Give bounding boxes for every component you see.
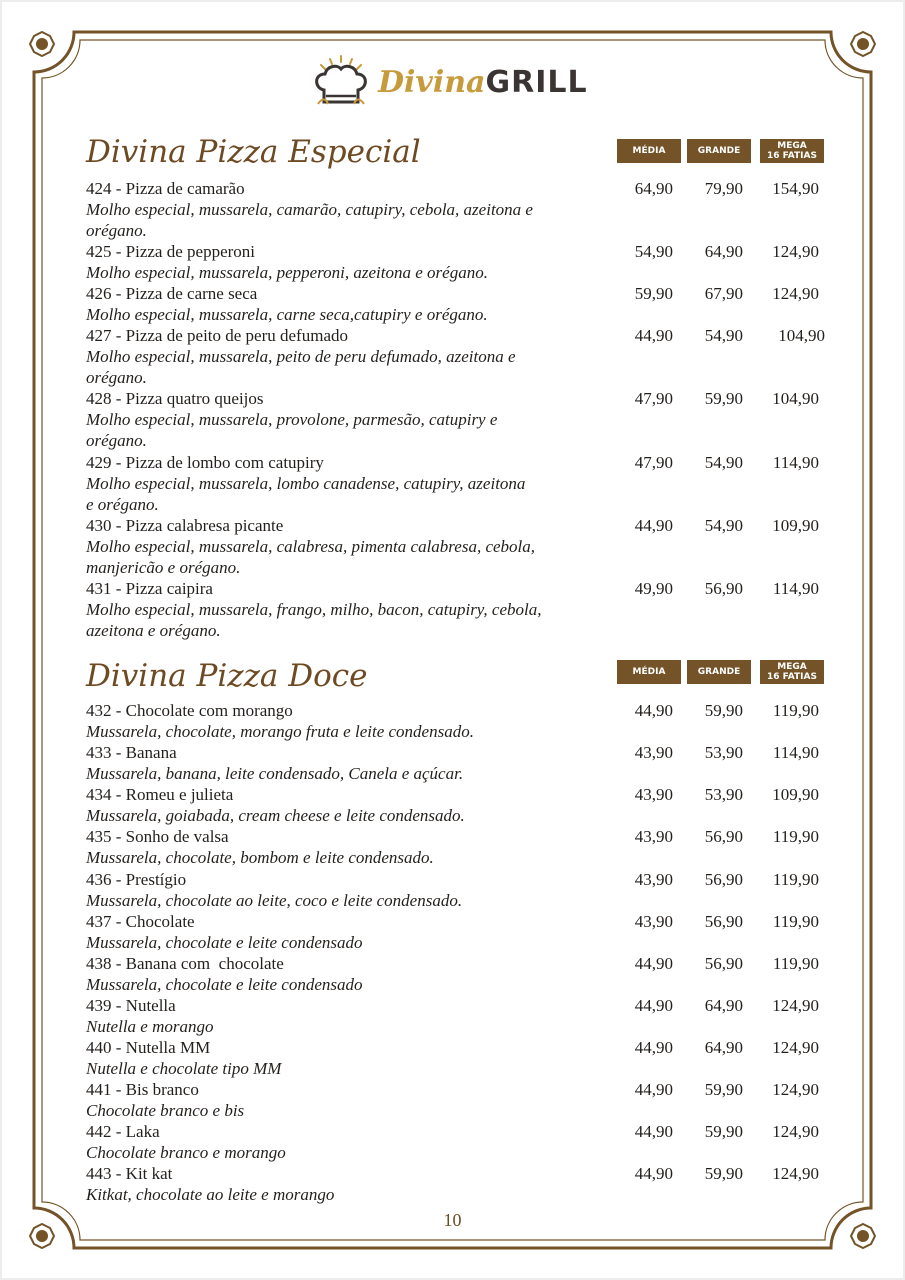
menu-page bbox=[2, 2, 903, 1278]
price-grande: 59,90 bbox=[704, 1080, 743, 1099]
brand-logo bbox=[310, 54, 610, 112]
price-media: 64,90 bbox=[634, 179, 673, 198]
item-name: 441 - Bis branco bbox=[86, 1080, 199, 1099]
item-name: 436 - Prestígio bbox=[86, 870, 187, 889]
item-description: Kitkat, chocolate ao leite e morango bbox=[86, 1185, 335, 1204]
item-name: 432 - Chocolate com morango bbox=[86, 701, 293, 720]
price-mega: 124,90 bbox=[772, 242, 819, 261]
item-description: Mussarela, chocolate e leite condensado bbox=[86, 933, 363, 952]
price-mega: 119,90 bbox=[772, 827, 819, 846]
item-description: Mussarela, chocolate, morango fruta e leite condensado. bbox=[86, 722, 474, 741]
menu-item-436 bbox=[86, 869, 846, 911]
item-name: 437 - Chocolate bbox=[86, 912, 195, 931]
item-name: 442 - Laka bbox=[86, 1122, 160, 1141]
size-header-mega-label: MEGA bbox=[777, 141, 807, 151]
menu-item-442 bbox=[86, 1121, 846, 1163]
size-header-grande-label: GRANDE bbox=[697, 146, 741, 156]
corner-ornament-icon bbox=[30, 32, 54, 56]
menu-item-435 bbox=[86, 826, 846, 868]
price-grande: 64,90 bbox=[704, 996, 743, 1015]
size-header-grande-label: GRANDE bbox=[697, 667, 741, 677]
menu-item-428 bbox=[86, 388, 846, 451]
item-name: 431 - Pizza caipira bbox=[86, 579, 213, 598]
item-description: Molho especial, mussarela, camarão, catupiry, cebola, azeitona e orégano. bbox=[86, 200, 533, 240]
price-grande: 54,90 bbox=[704, 516, 743, 535]
size-header-media bbox=[617, 139, 681, 163]
size-header-media bbox=[617, 660, 681, 684]
price-mega: 109,90 bbox=[772, 516, 819, 535]
item-name: 443 - Kit kat bbox=[86, 1164, 173, 1183]
menu-item-439 bbox=[86, 995, 846, 1037]
item-name: 438 - Banana com chocolate bbox=[86, 954, 284, 973]
item-description: Mussarela, chocolate e leite condensado bbox=[86, 975, 363, 994]
price-mega: 109,90 bbox=[772, 785, 819, 804]
price-mega: 104,90 bbox=[778, 326, 825, 345]
price-mega: 124,90 bbox=[772, 1080, 819, 1099]
item-description: Mussarela, chocolate ao leite, coco e leite condensado. bbox=[86, 891, 463, 910]
menu-item-433 bbox=[86, 742, 846, 784]
menu-item-425 bbox=[86, 241, 846, 283]
menu-item-434 bbox=[86, 784, 846, 826]
menu-item-429 bbox=[86, 452, 846, 515]
menu-item-441 bbox=[86, 1079, 846, 1121]
item-name: 428 - Pizza quatro queijos bbox=[86, 389, 264, 408]
price-media: 44,90 bbox=[634, 996, 673, 1015]
price-media: 43,90 bbox=[634, 743, 673, 762]
item-name: 433 - Banana bbox=[86, 743, 177, 762]
brand-name-grill: GRILL bbox=[485, 65, 588, 100]
price-grande: 56,90 bbox=[704, 827, 743, 846]
size-header-grande bbox=[687, 139, 751, 163]
price-grande: 56,90 bbox=[704, 579, 743, 598]
brand-name-divina: Divina bbox=[378, 65, 486, 100]
price-mega: 124,90 bbox=[772, 284, 819, 303]
price-grande: 59,90 bbox=[704, 1122, 743, 1141]
price-mega: 154,90 bbox=[772, 179, 819, 198]
price-grande: 64,90 bbox=[704, 1038, 743, 1057]
item-name: 440 - Nutella MM bbox=[86, 1038, 211, 1057]
menu-item-443 bbox=[86, 1163, 846, 1205]
price-mega: 104,90 bbox=[772, 389, 819, 408]
menu-item-427 bbox=[86, 325, 846, 388]
item-name: 439 - Nutella bbox=[86, 996, 176, 1015]
price-mega: 124,90 bbox=[772, 996, 819, 1015]
size-header-media-label: MÉDIA bbox=[632, 146, 666, 156]
section-title-especial: Divina Pizza Especial bbox=[86, 134, 421, 170]
price-mega: 119,90 bbox=[772, 870, 819, 889]
menu-item-437 bbox=[86, 911, 846, 953]
price-media: 44,90 bbox=[634, 516, 673, 535]
price-media: 44,90 bbox=[634, 1038, 673, 1057]
price-mega: 119,90 bbox=[772, 954, 819, 973]
price-media: 43,90 bbox=[634, 827, 673, 846]
size-header-mega-sublabel: 16 FATIAS bbox=[767, 672, 817, 682]
item-description: Chocolate branco e morango bbox=[86, 1143, 286, 1162]
price-grande: 56,90 bbox=[704, 912, 743, 931]
price-grande: 56,90 bbox=[704, 870, 743, 889]
chef-hat-icon bbox=[310, 54, 372, 112]
price-grande: 53,90 bbox=[704, 785, 743, 804]
price-media: 44,90 bbox=[634, 701, 673, 720]
brand-name bbox=[378, 66, 588, 100]
price-mega: 124,90 bbox=[772, 1122, 819, 1141]
price-media: 43,90 bbox=[634, 870, 673, 889]
price-grande: 54,90 bbox=[704, 326, 743, 345]
price-media: 43,90 bbox=[634, 912, 673, 931]
page-number: 10 bbox=[443, 1210, 462, 1230]
price-media: 44,90 bbox=[634, 1080, 673, 1099]
item-description: Molho especial, mussarela, peito de peru defumado, azeitona e orégano. bbox=[86, 347, 516, 387]
price-media: 43,90 bbox=[634, 785, 673, 804]
size-header-mega-label: MEGA bbox=[777, 662, 807, 672]
menu-item-432 bbox=[86, 700, 846, 742]
menu-item-440 bbox=[86, 1037, 846, 1079]
item-description: Molho especial, mussarela, calabresa, pimenta calabresa, cebola, manjericão e orégano. bbox=[86, 537, 536, 577]
price-grande: 54,90 bbox=[704, 453, 743, 472]
item-description: Molho especial, mussarela, frango, milho, bacon, catupiry, cebola, azeitona e orégano. bbox=[86, 600, 542, 640]
price-grande: 79,90 bbox=[704, 179, 743, 198]
price-media: 44,90 bbox=[634, 1164, 673, 1183]
item-description: Nutella e morango bbox=[86, 1017, 214, 1036]
price-grande: 56,90 bbox=[704, 954, 743, 973]
price-mega: 114,90 bbox=[772, 579, 819, 598]
item-name: 430 - Pizza calabresa picante bbox=[86, 516, 284, 535]
size-header-mega bbox=[760, 660, 824, 684]
section-title-doce: Divina Pizza Doce bbox=[86, 658, 368, 694]
menu-item-426 bbox=[86, 283, 846, 325]
item-description: Molho especial, mussarela, pepperoni, azeitona e orégano. bbox=[86, 263, 488, 282]
size-header-media-label: MÉDIA bbox=[632, 667, 666, 677]
item-description: Mussarela, goiabada, cream cheese e leite condensado. bbox=[86, 806, 465, 825]
item-description: Chocolate branco e bis bbox=[86, 1101, 245, 1120]
menu-item-438 bbox=[86, 953, 846, 995]
price-grande: 64,90 bbox=[704, 242, 743, 261]
price-grande: 59,90 bbox=[704, 389, 743, 408]
price-grande: 67,90 bbox=[704, 284, 743, 303]
price-mega: 124,90 bbox=[772, 1164, 819, 1183]
menu-item-424 bbox=[86, 178, 846, 241]
item-name: 425 - Pizza de pepperoni bbox=[86, 242, 255, 261]
menu-item-431 bbox=[86, 578, 846, 641]
price-media: 49,90 bbox=[634, 579, 673, 598]
item-description: Mussarela, chocolate, bombom e leite condensado. bbox=[86, 848, 434, 867]
price-grande: 53,90 bbox=[704, 743, 743, 762]
price-media: 59,90 bbox=[634, 284, 673, 303]
price-mega: 119,90 bbox=[772, 701, 819, 720]
corner-ornament-icon bbox=[851, 32, 875, 56]
price-media: 47,90 bbox=[634, 389, 673, 408]
price-grande: 59,90 bbox=[704, 1164, 743, 1183]
price-media: 54,90 bbox=[634, 242, 673, 261]
item-description: Nutella e chocolate tipo MM bbox=[86, 1059, 282, 1078]
price-media: 44,90 bbox=[634, 1122, 673, 1141]
size-header-mega-sublabel: 16 FATIAS bbox=[767, 151, 817, 161]
item-description: Molho especial, mussarela, lombo canadense, catupiry, azeitona e orégano. bbox=[86, 474, 526, 514]
item-name: 427 - Pizza de peito de peru defumado bbox=[86, 326, 348, 345]
item-description: Molho especial, mussarela, provolone, parmesão, catupiry e orégano. bbox=[86, 410, 498, 450]
item-description: Molho especial, mussarela, carne seca,catupiry e orégano. bbox=[86, 305, 488, 324]
price-mega: 114,90 bbox=[772, 743, 819, 762]
price-mega: 124,90 bbox=[772, 1038, 819, 1057]
item-name: 429 - Pizza de lombo com catupiry bbox=[86, 453, 324, 472]
price-mega: 119,90 bbox=[772, 912, 819, 931]
price-grande: 59,90 bbox=[704, 701, 743, 720]
price-mega: 114,90 bbox=[772, 453, 819, 472]
price-media: 44,90 bbox=[634, 326, 673, 345]
menu-item-430 bbox=[86, 515, 846, 578]
item-description: Mussarela, banana, leite condensado, Canela e açúcar. bbox=[86, 764, 464, 783]
item-name: 424 - Pizza de camarão bbox=[86, 179, 245, 198]
item-name: 434 - Romeu e julieta bbox=[86, 785, 234, 804]
price-media: 47,90 bbox=[634, 453, 673, 472]
item-name: 426 - Pizza de carne seca bbox=[86, 284, 258, 303]
size-header-grande bbox=[687, 660, 751, 684]
price-media: 44,90 bbox=[634, 954, 673, 973]
size-header-mega bbox=[760, 139, 824, 163]
item-name: 435 - Sonho de valsa bbox=[86, 827, 229, 846]
